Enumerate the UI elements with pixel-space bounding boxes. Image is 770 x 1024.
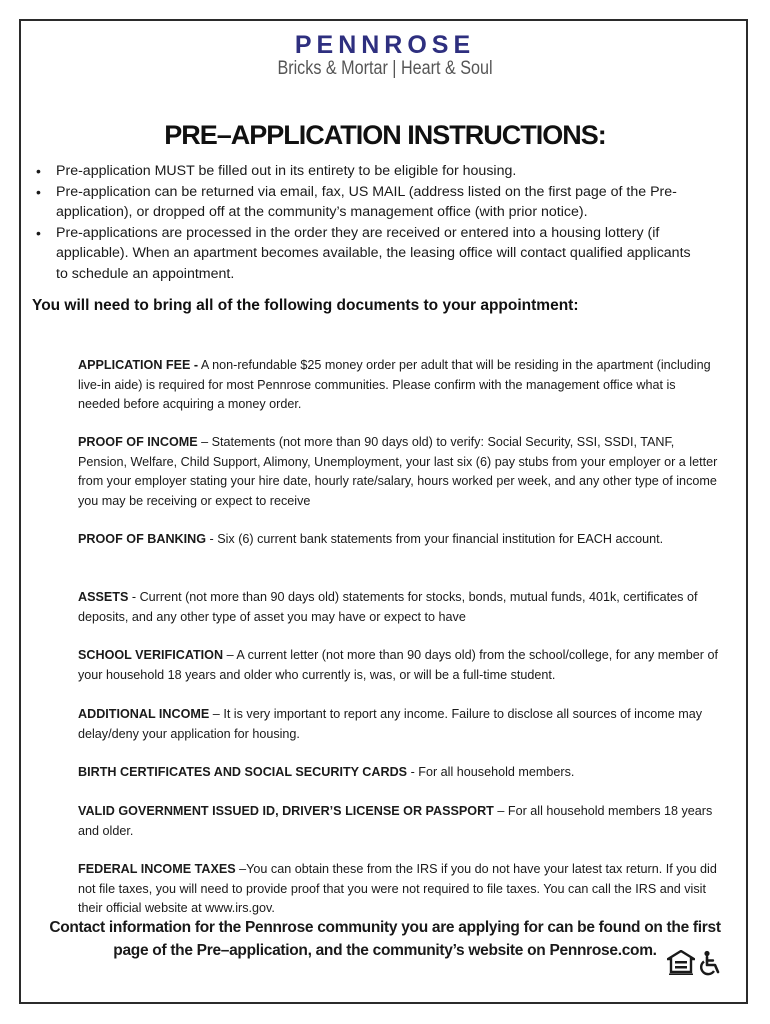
document-text: - Current (not more than 90 days old) statements for stocks, bonds, mutual funds, 401k, certificates of deposits, and any other type of asset you may have or expect to have — [78, 590, 698, 624]
document-label: APPLICATION FEE - — [78, 358, 199, 372]
document-label: PROOF OF BANKING — [78, 532, 207, 546]
document-text: – It is very important to report any income. Failure to disclose all sources of income may delay/deny your application for housing. — [78, 707, 703, 741]
contact-footer — [20, 916, 750, 962]
instruction-item: • Pre-application can be returned via email, fax, US MAIL (address listed on the first page of the Pre-application), or dropped off at the community’s management office (with prior notice). — [36, 182, 696, 223]
compliance-icons — [667, 950, 725, 976]
footer-line: page of the Pre–application, and the community’s website on Pennrose.com. — [113, 942, 657, 959]
document-text: - Six (6) current bank statements from your financial institution for EACH account. — [206, 532, 664, 546]
document-label: ASSETS — [78, 590, 129, 604]
equal-housing-opportunity-icon — [667, 950, 695, 976]
document-label: FEDERAL INCOME TAXES — [78, 862, 236, 876]
document-label: ADDITIONAL INCOME — [78, 707, 210, 721]
logo-tagline: Bricks & Mortar | Heart & Soul — [277, 58, 493, 79]
footer-line: Contact information for the Pennrose community you are applying for can be found on the first — [49, 919, 721, 936]
document-text: - For all household members. — [407, 765, 575, 779]
document-label: VALID GOVERNMENT ISSUED ID, DRIVER’S LICENSE OR PASSPORT — [78, 804, 494, 818]
instruction-item: • Pre-application MUST be filled out in its entirety to be eligible for housing. — [36, 161, 696, 182]
page-title: PRE–APPLICATION INSTRUCTIONS: — [164, 120, 606, 150]
documents-heading: You will need to bring all of the following documents to your appointment: — [32, 297, 579, 314]
instructions-list — [36, 161, 696, 284]
document-label: SCHOOL VERIFICATION — [78, 648, 224, 662]
document-item-application-fee — [78, 356, 718, 415]
document-text: – For all household members 18 years and older. — [78, 804, 713, 838]
document-item-federal-income-taxes — [78, 860, 718, 919]
document-text: – Statements (not more than 90 days old) to verify: Social Security, SSI, SSDI, TANF, Pension, Welfare, Child Support, Alimony, Unemployment, your last six (6) pay stubs from your employer or a letter from your employer stating your hire date, hourly rate/salary, hours worked per week, and any other type of income you may be receiving or expect to receive — [78, 435, 718, 508]
accessibility-icon — [699, 950, 725, 976]
document-item-school-verification — [78, 646, 718, 685]
document-text: –You can obtain these from the IRS if you do not have your latest tax return. If you did not file taxes, you will need to provide proof that you were not required to file taxes. You can call the IRS and visit their official website at www.irs.gov. — [78, 862, 717, 916]
document-label: PROOF OF INCOME — [78, 435, 198, 449]
document-item-additional-income — [78, 705, 718, 744]
document-item-proof-of-income — [78, 433, 718, 511]
document-label: BIRTH CERTIFICATES AND SOCIAL SECURITY CARDS — [78, 765, 408, 779]
instruction-item: • Pre-applications are processed in the order they are received or entered into a housing lottery (if applicable). When an apartment becomes available, the leasing office will contact qualified applicants to schedule an appointment. — [36, 223, 696, 285]
document-item-assets — [78, 588, 718, 627]
logo-name: PENNROSE — [294, 31, 476, 59]
document-text: – A current letter (not more than 90 days old) from the school/college, for any member of your household 18 years and older who currently is, was, or will be a full-time student. — [78, 648, 718, 682]
document-item-birth-certificates — [78, 763, 718, 783]
pennrose-logo — [0, 32, 770, 80]
document-item-government-id — [78, 802, 718, 841]
document-item-proof-of-banking — [78, 530, 718, 550]
document-text: A non-refundable $25 money order per adult that will be residing in the apartment (including live-in aide) is required for most Pennrose communities. Please confirm with the management office what is needed before acquiring a money order. — [78, 358, 711, 412]
